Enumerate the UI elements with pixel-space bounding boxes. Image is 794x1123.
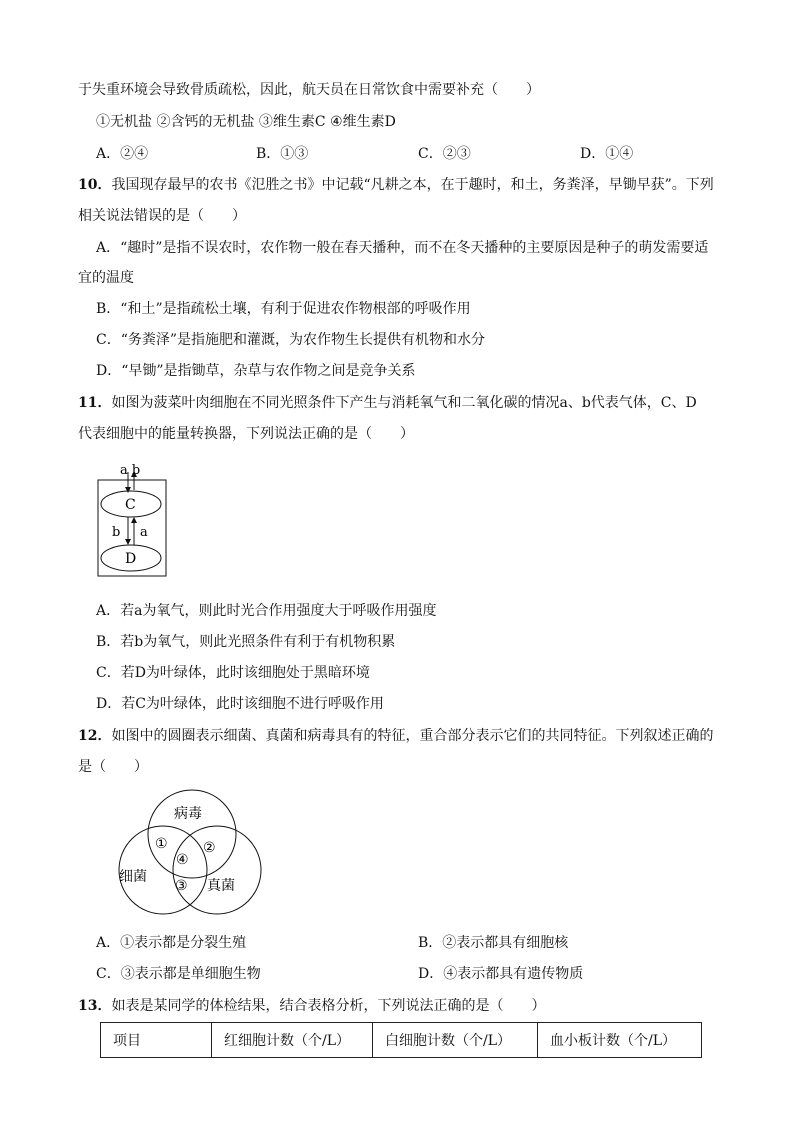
q11-option-b: B．若b为氧气，则此光照条件有利于有机物积累 — [96, 634, 396, 650]
q11-option-d: D．若C为叶绿体，此时该细胞不进行呼吸作用 — [96, 696, 384, 712]
q10-number: 10． — [78, 177, 112, 193]
q9-option-c: C．②③ — [418, 146, 471, 162]
q9-option-b: B．①③ — [256, 146, 309, 162]
q13-number: 13． — [78, 998, 112, 1014]
region-3: ③ — [175, 878, 188, 894]
q9-items: ①无机盐 ②含钙的无机盐 ③维生素C ④维生素D — [96, 114, 396, 130]
q13-stem — [78, 996, 545, 1016]
q12-option-c: C．③表示都是单细胞生物 — [96, 966, 261, 982]
q9-option-d: D．①④ — [580, 146, 634, 162]
region-1: ① — [155, 836, 168, 852]
q9-option-a: A．②④ — [96, 146, 149, 162]
header-rbc: 红细胞计数（个/L） — [212, 1023, 373, 1058]
header-item: 项目 — [101, 1023, 212, 1058]
q12-option-d: D．④表示都具有遗传物质 — [418, 966, 584, 982]
cell-diagram — [96, 460, 170, 580]
q11-stem-line2: 代表细胞中的能量转换器，下列说法正确的是（ ） — [78, 426, 414, 442]
diagram-top-label: a b — [120, 463, 141, 478]
q12-number: 12． — [78, 728, 112, 744]
q12-stem-line2: 是（ ） — [78, 759, 148, 775]
q12-option-b: B．②表示都具有细胞核 — [418, 935, 569, 951]
region-4: ④ — [176, 852, 189, 868]
q13-stem-text: 如表是某同学的体检结果，结合表格分析，下列说法正确的是（ ） — [111, 998, 546, 1014]
label-c: C — [125, 497, 136, 513]
header-platelet: 血小板计数（个/L） — [538, 1023, 702, 1058]
label-fungi: 真菌 — [207, 878, 235, 894]
q10-option-a-line2: 宜的温度 — [78, 270, 134, 286]
q10-option-a-line1: A．“趣时”是指不误农时，农作物一般在春天播种，而不在冬天播种的主要原因是种子的萌发需要适 — [96, 240, 709, 256]
label-bacteria: 细菌 — [119, 869, 147, 885]
q12-option-a: A．①表示都是分裂生殖 — [96, 935, 247, 951]
label-d: D — [125, 551, 137, 567]
q10-stem-line1: 我国现存最早的农书《氾胜之书》中记载“凡耕之本，在于趣时，和土，务粪泽，早锄早获”。下列 — [111, 177, 714, 193]
q10-option-d: D．“早锄”是指锄草，杂草与农作物之间是竞争关系 — [96, 363, 416, 379]
label-virus: 病毒 — [174, 806, 202, 822]
q10-stem — [78, 175, 714, 195]
venn-diagram — [108, 788, 266, 916]
q10-option-c: C．“务粪泽”是指施肥和灌溉，为农作物生长提供有机物和水分 — [96, 332, 486, 348]
header-wbc: 白细胞计数（个/L） — [373, 1023, 538, 1058]
region-2: ② — [203, 840, 216, 856]
q11-stem-line1: 如图为菠菜叶肉细胞在不同光照条件下产生与消耗氧气和二氧化碳的情况a、b代表气体，C、D — [111, 395, 697, 411]
label-left-arrow: b — [112, 525, 121, 540]
q12-stem — [78, 726, 713, 746]
label-right-arrow: a — [140, 525, 148, 540]
q10-option-b: B．“和土”是指疏松土壤，有利于促进农作物根部的呼吸作用 — [96, 301, 471, 317]
exam-results-table — [100, 1022, 702, 1058]
q11-option-a: A．若a为氧气，则此时光合作用强度大于呼吸作用强度 — [96, 603, 437, 619]
q10-stem-line2: 相关说法错误的是（ ） — [78, 208, 246, 224]
q11-stem — [78, 393, 697, 413]
q12-stem-line1: 如图中的圆圈表示细菌、真菌和病毒具有的特征，重合部分表示它们的共同特征。下列叙述正确的 — [111, 728, 714, 744]
q11-number: 11． — [78, 395, 112, 411]
q9-stem-tail: 于失重环境会导致骨质疏松，因此，航天员在日常饮食中需要补充（ ） — [78, 82, 540, 98]
table-header-row — [101, 1023, 702, 1058]
q11-option-c: C．若D为叶绿体，此时该细胞处于黑暗环境 — [96, 665, 370, 681]
